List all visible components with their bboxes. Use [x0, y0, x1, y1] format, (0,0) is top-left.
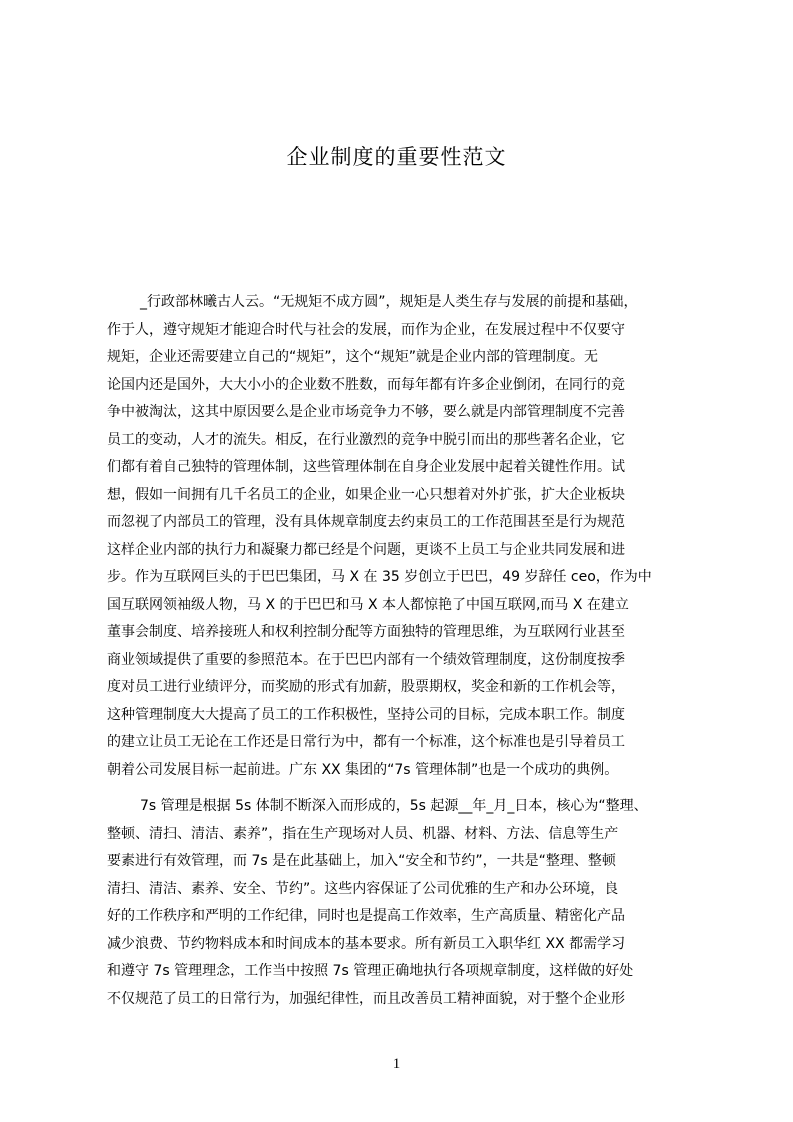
- paragraph-line: 度对员工进行业绩评分，而奖励的形式有加薪，股票期权，奖金和新的工作机会等，: [107, 679, 625, 695]
- paragraph-line: 7s 管理是根据 5s 体制不断深入而形成的，5s 起源__年_月_日本，核心为“整理、: [140, 798, 648, 814]
- paragraph-line: 不仅规范了员工的日常行为，加强纪律性，而且改善员工精神面貌，对于整个企业形: [107, 990, 625, 1007]
- paragraph-line: 减少浪费、节约物料成本和时间成本的基本要求。所有新员工入职华红 XX 都需学习: [107, 935, 626, 952]
- document-title: 企业制度的重要性范文: [286, 145, 507, 169]
- page-number: 1: [392, 1056, 401, 1072]
- paragraph-line: 想，假如一间拥有几千名员工的企业，如果企业一心只想着对外扩张，扩大企业板块: [107, 486, 625, 503]
- body-paragraph-2: [107, 793, 707, 1013]
- paragraph-line: 和遵守 7s 管理理念，工作当中按照 7s 管理正确地执行各项规章制度，这样做的好处: [107, 963, 634, 979]
- paragraph-line: 好的工作秩序和严明的工作纪律，同时也是提高工作效率，生产高质量、精密化产品: [107, 908, 625, 924]
- paragraph-line: 作于人，遵守规矩才能迎合时代与社会的发展，而作为企业，在发展过程中不仅要守: [107, 321, 625, 338]
- paragraph-line: 们都有着自己独特的管理体制，这些管理体制在自身企业发展中起着关键性作用。试: [107, 459, 625, 475]
- paragraph-line: 的建立让员工无论在工作还是日常行为中，都有一个标准，这个标准也是引导着员工: [107, 734, 625, 750]
- paragraph-line: _行政部林曦古人云。“无规矩不成方圆”，规矩是人类生存与发展的前提和基础，: [140, 294, 638, 310]
- paragraph-line: 这样企业内部的执行力和凝聚力都已经是个问题，更谈不上员工与企业共同发展和进: [107, 541, 625, 558]
- paragraph-line: 整顿、清扫、清洁、素养”，指在生产现场对人员、机器、材料、方法、信息等生产: [107, 825, 619, 842]
- paragraph-line: 朝着公司发展目标一起前进。广东 XX 集团的“7s 管理体制”也是一个成功的典例。: [107, 761, 619, 778]
- paragraph-line: 而忽视了内部员工的管理，没有具体规章制度去约束员工的工作范围甚至是行为规范: [107, 514, 625, 530]
- paragraph-line: 要素进行有效管理，而 7s 是在此基础上，加入“安全和节约”，一共是“整理、整顿: [107, 853, 616, 869]
- paragraph-line: 论国内还是国外，大大小小的企业数不胜数，而每年都有许多企业倒闭，在同行的竞: [107, 376, 625, 393]
- paragraph-line: 争中被淘汰，这其中原因要么是企业市场竞争力不够，要么就是内部管理制度不完善: [107, 404, 625, 420]
- paragraph-line: 这种管理制度大大提高了员工的工作积极性，坚持公司的目标，完成本职工作。制度: [107, 706, 625, 723]
- paragraph-line: 商业领域提供了重要的参照范本。在于巴巴内部有一个绩效管理制度，这份制度按季: [107, 651, 625, 668]
- paragraph-line: 员工的变动，人才的流失。相反，在行业激烈的竞争中脱引而出的那些著名企业，它: [107, 431, 625, 448]
- paragraph-line: 步。作为互联网巨头的于巴巴集团，马 X 在 35 岁创立于巴巴，49 岁辞任 ceo，作为中: [107, 569, 652, 585]
- paragraph-line: 国互联网领袖级人物，马 X 的于巴巴和马 X 本人都惊艳了中国互联网,而马 X 在建立: [107, 596, 629, 613]
- paragraph-line: 清扫、清洁、素养、安全、节约”。这些内容保证了公司优雅的生产和办公环境，良: [107, 880, 619, 897]
- paragraph-line: 董事会制度、培养接班人和权利控制分配等方面独特的管理思维，为互联网行业甚至: [107, 624, 625, 640]
- body-paragraph-1: [107, 289, 707, 784]
- paragraph-line: 规矩，企业还需要建立自己的“规矩”，这个“规矩”就是企业内部的管理制度。无: [107, 349, 599, 365]
